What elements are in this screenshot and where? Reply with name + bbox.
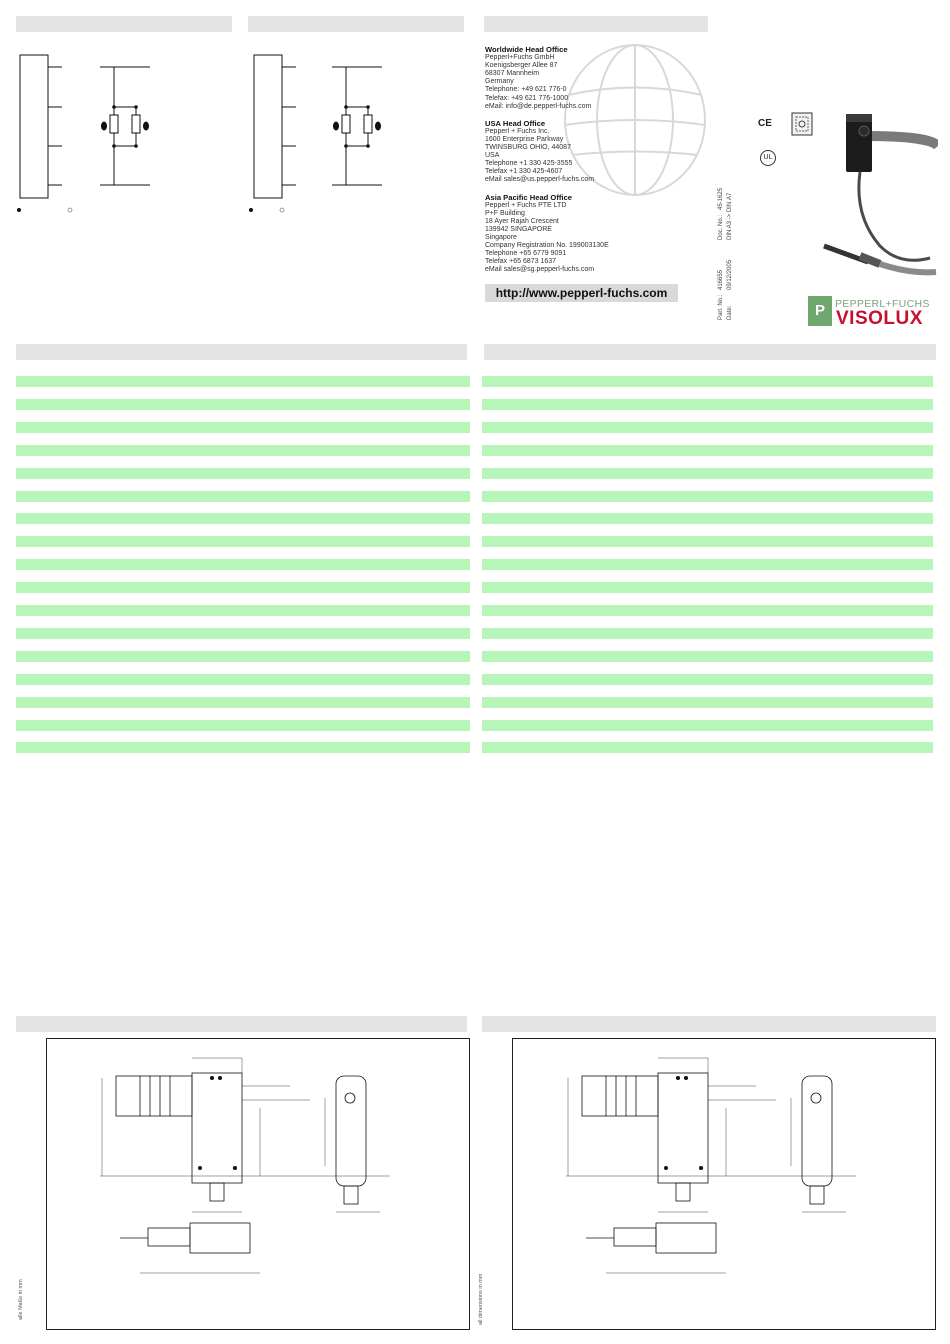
wiring-diagram-middle xyxy=(246,50,396,220)
website-link[interactable]: http://www.pepperl-fuchs.com xyxy=(485,284,678,302)
contact-line: 68307 Mannheim xyxy=(485,70,540,78)
contact-line: P+F Building xyxy=(485,209,525,217)
ul-mark xyxy=(760,150,776,166)
contact-line: Telephone +1 330 425-3555 xyxy=(485,160,573,168)
table-row xyxy=(16,674,470,685)
brand-company-name: PEPPERL+FUCHS xyxy=(835,298,930,310)
sensor-product-image xyxy=(820,106,938,278)
table-row xyxy=(16,491,470,502)
dimensions-header-right xyxy=(482,1016,936,1032)
table-row xyxy=(16,422,470,433)
part-no-value: 416655 xyxy=(718,269,724,290)
contact-line: 139942 SINGAPORE xyxy=(485,225,552,233)
contact-usa xyxy=(485,120,705,185)
table-row xyxy=(16,468,470,479)
contact-line: Koenigsberger Allee 87 xyxy=(485,62,558,70)
contact-line: TWINSBURG OHIO, 44087 xyxy=(485,144,571,152)
table-row xyxy=(16,445,470,456)
date-label: Date: xyxy=(727,305,733,320)
brand-logo-icon: P xyxy=(808,296,832,326)
table-row xyxy=(16,559,470,570)
table-row xyxy=(482,468,933,479)
contact-title: Asia Pacific Head Office xyxy=(485,192,572,202)
contact-line: 18 Ayer Rajah Crescent xyxy=(485,217,559,225)
contact-line: Pepperl + Fuchs Inc. xyxy=(485,127,550,135)
table-row xyxy=(482,559,933,570)
table-row xyxy=(482,376,933,387)
table-row xyxy=(482,697,933,708)
table-row xyxy=(482,582,933,593)
part-no-label: Part. No.: xyxy=(718,294,724,320)
table-row xyxy=(482,674,933,685)
contact-asia xyxy=(485,194,705,275)
dimension-drawing-left xyxy=(100,1048,390,1298)
contact-line: Telephone: +49 621 776-0 xyxy=(485,86,567,94)
dimensions-header-left xyxy=(16,1016,467,1032)
din-label: DIN A3 -> DIN xyxy=(727,201,733,240)
table-row xyxy=(16,376,470,387)
table-row xyxy=(482,742,933,753)
table-row xyxy=(16,651,470,662)
contact-email[interactable]: eMail sales@us.pepperl-fuchs.com xyxy=(485,176,595,184)
table-row xyxy=(16,536,470,547)
contact-line: Pepperl + Fuchs PTE LTD xyxy=(485,201,567,209)
table-header-right xyxy=(484,344,936,360)
contact-line: USA xyxy=(485,152,500,160)
table-row xyxy=(16,513,470,524)
contact-line: Telefax: +49 621 776-1000 xyxy=(485,94,569,102)
contact-line: Pepperl+Fuchs GmbH xyxy=(485,54,555,62)
table-row xyxy=(482,513,933,524)
contact-line: Company Registration No. 199003130E xyxy=(485,242,609,250)
din-value: A7 xyxy=(727,192,733,200)
table-row xyxy=(482,628,933,639)
contact-line: Telefax +1 330 425-4607 xyxy=(485,168,563,176)
table-row xyxy=(482,491,933,502)
table-row xyxy=(16,605,470,616)
ce-mark: CE xyxy=(758,118,772,129)
table-row xyxy=(16,697,470,708)
table-row xyxy=(482,399,933,410)
table-row xyxy=(16,742,470,753)
table-row xyxy=(482,651,933,662)
dimension-note-right: all dimensions in mm xyxy=(478,1273,484,1325)
contact-title: USA Head Office xyxy=(485,118,546,128)
contact-email[interactable]: eMail sales@sg.pepperl-fuchs.com xyxy=(485,266,595,274)
contact-title: Worldwide Head Office xyxy=(485,45,568,54)
contact-line: Telephone +65 6779 9091 xyxy=(485,250,567,258)
contact-line: 1600 Enterprise Parkway xyxy=(485,135,564,143)
table-row xyxy=(482,422,933,433)
doc-no-value: 45-1625 xyxy=(718,187,724,210)
table-row xyxy=(16,720,470,731)
table-row xyxy=(16,582,470,593)
dimension-note-left: alle Maße in mm xyxy=(18,1279,24,1320)
table-row xyxy=(16,628,470,639)
header-bar-connection-left xyxy=(16,16,232,32)
table-row xyxy=(16,399,470,410)
header-bar-connection-middle xyxy=(248,16,464,32)
contact-addresses xyxy=(485,46,705,283)
contact-line: Singapore xyxy=(485,233,517,241)
table-row xyxy=(482,536,933,547)
table-row xyxy=(482,720,933,731)
contact-line: Germany xyxy=(485,78,514,86)
contact-line: Telefax +65 6873 1637 xyxy=(485,258,557,266)
wiring-diagram-left xyxy=(14,50,164,220)
dimension-drawing-right xyxy=(566,1048,856,1298)
table-row xyxy=(482,605,933,616)
contact-worldwide xyxy=(485,46,705,111)
date-value: 09/12/2005 xyxy=(727,259,733,290)
table-row xyxy=(482,445,933,456)
table-header-left xyxy=(16,344,467,360)
header-bar-contacts xyxy=(484,16,708,32)
brand-product-line: VISOLUX xyxy=(836,308,923,329)
ul-mark-text: UL xyxy=(763,154,773,161)
doc-no-label: Doc. No.: xyxy=(718,214,724,240)
contact-email[interactable]: eMail: info@de.pepperl-fuchs.com xyxy=(485,102,592,110)
connector-icon xyxy=(791,112,813,136)
